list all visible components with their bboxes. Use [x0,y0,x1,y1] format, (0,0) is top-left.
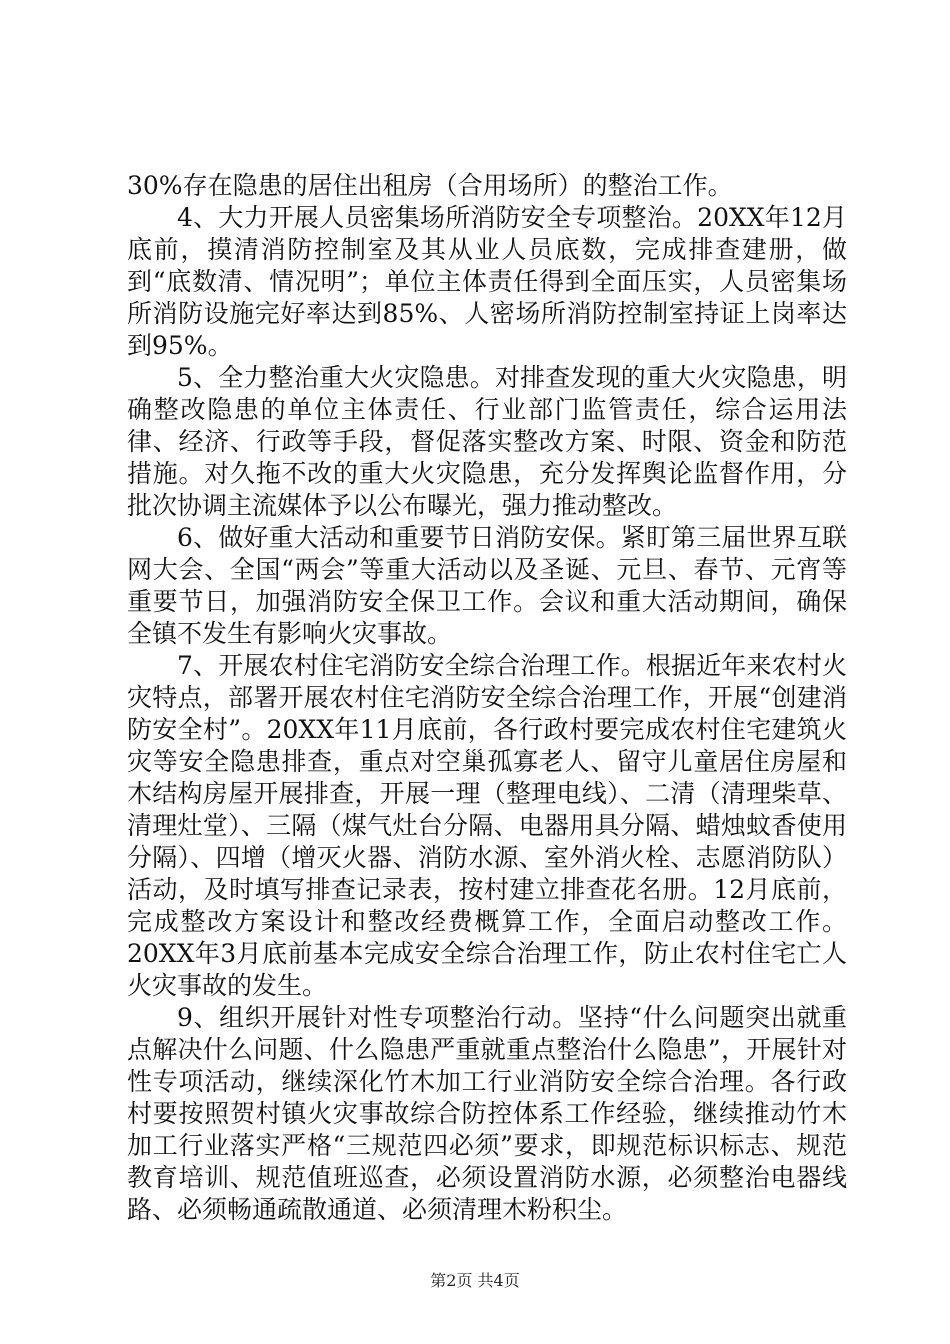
paragraph-item-6: 6、做好重大活动和重要节日消防安保。紧盯第三届世界互联网大会、全国“两会”等重大活动以及圣诞、元旦、春节、元宵等重要节日，加强消防安全保卫工作。会议和重大活动期间，确保全镇不发生有影响火灾事故。 [127,523,847,648]
document-body [127,170,847,1226]
paragraph-item-9: 9、组织开展针对性专项整治行动。坚持“什么问题突出就重点解决什么问题、什么隐患严重就重点整治什么隐患”，开展针对性专项活动，继续深化竹木加工行业消防安全综合治理。各行政村要按照贺村镇火灾事故综合防控体系工作经验，继续推动竹木加工行业落实严格“三规范四必须”要求，即规范标识标志、规范教育培训、规范值班巡查，必须设置消防水源，必须整治电器线路、必须畅通疏散通道、必须清理木粉积尘。 [127,1003,847,1224]
paragraph-item-5: 5、全力整治重大火灾隐患。对排查发现的重大火灾隐患，明确整改隐患的单位主体责任、行业部门监管责任，综合运用法律、经济、行政等手段，督促落实整改方案、时限、资金和防范措施。对久拖不改的重大火灾隐患，充分发挥舆论监督作用，分批次协调主流媒体予以公布曝光，强力推动整改。 [127,363,847,520]
paragraph-item-7: 7、开展农村住宅消防安全综合治理工作。根据近年来农村火灾特点，部署开展农村住宅消防安全综合治理工作，开展“创建消防安全村”。20XX年11月底前，各行政村要完成农村住宅建筑火灾等安全隐患排查，重点对空巢孤寡老人、留守儿童居住房屋和木结构房屋开展排查，开展一理（整理电线）、二清（清理柴草、清理灶堂）、三隔（煤气灶台分隔、电器用具分隔、蜡烛蚊香使用分隔）、四增（增灭火器、消防水源、室外消火栓、志愿消防队）活动，及时填写排查记录表，按村建立排查花名册。12月底前，完成整改方案设计和整改经费概算工作，全面启动整改工作。20XX年3月底前基本完成安全综合治理工作，防止农村住宅亡人火灾事故的发生。 [127,651,847,1000]
page-number-footer: 第2页 共4页 [430,1271,520,1290]
paragraph-continuation: 30%存在隐患的居住出租房（合用场所）的整治工作。 [127,171,733,200]
paragraph-item-4: 4、大力开展人员密集场所消防安全专项整治。20XX年12月底前，摸清消防控制室及其从业人员底数，完成排查建册，做到“底数清、情况明”；单位主体责任得到全面压实，人员密集场所消防设施完好率达到85%、人密场所消防控制室持证上岗率达到95%。 [127,203,847,360]
